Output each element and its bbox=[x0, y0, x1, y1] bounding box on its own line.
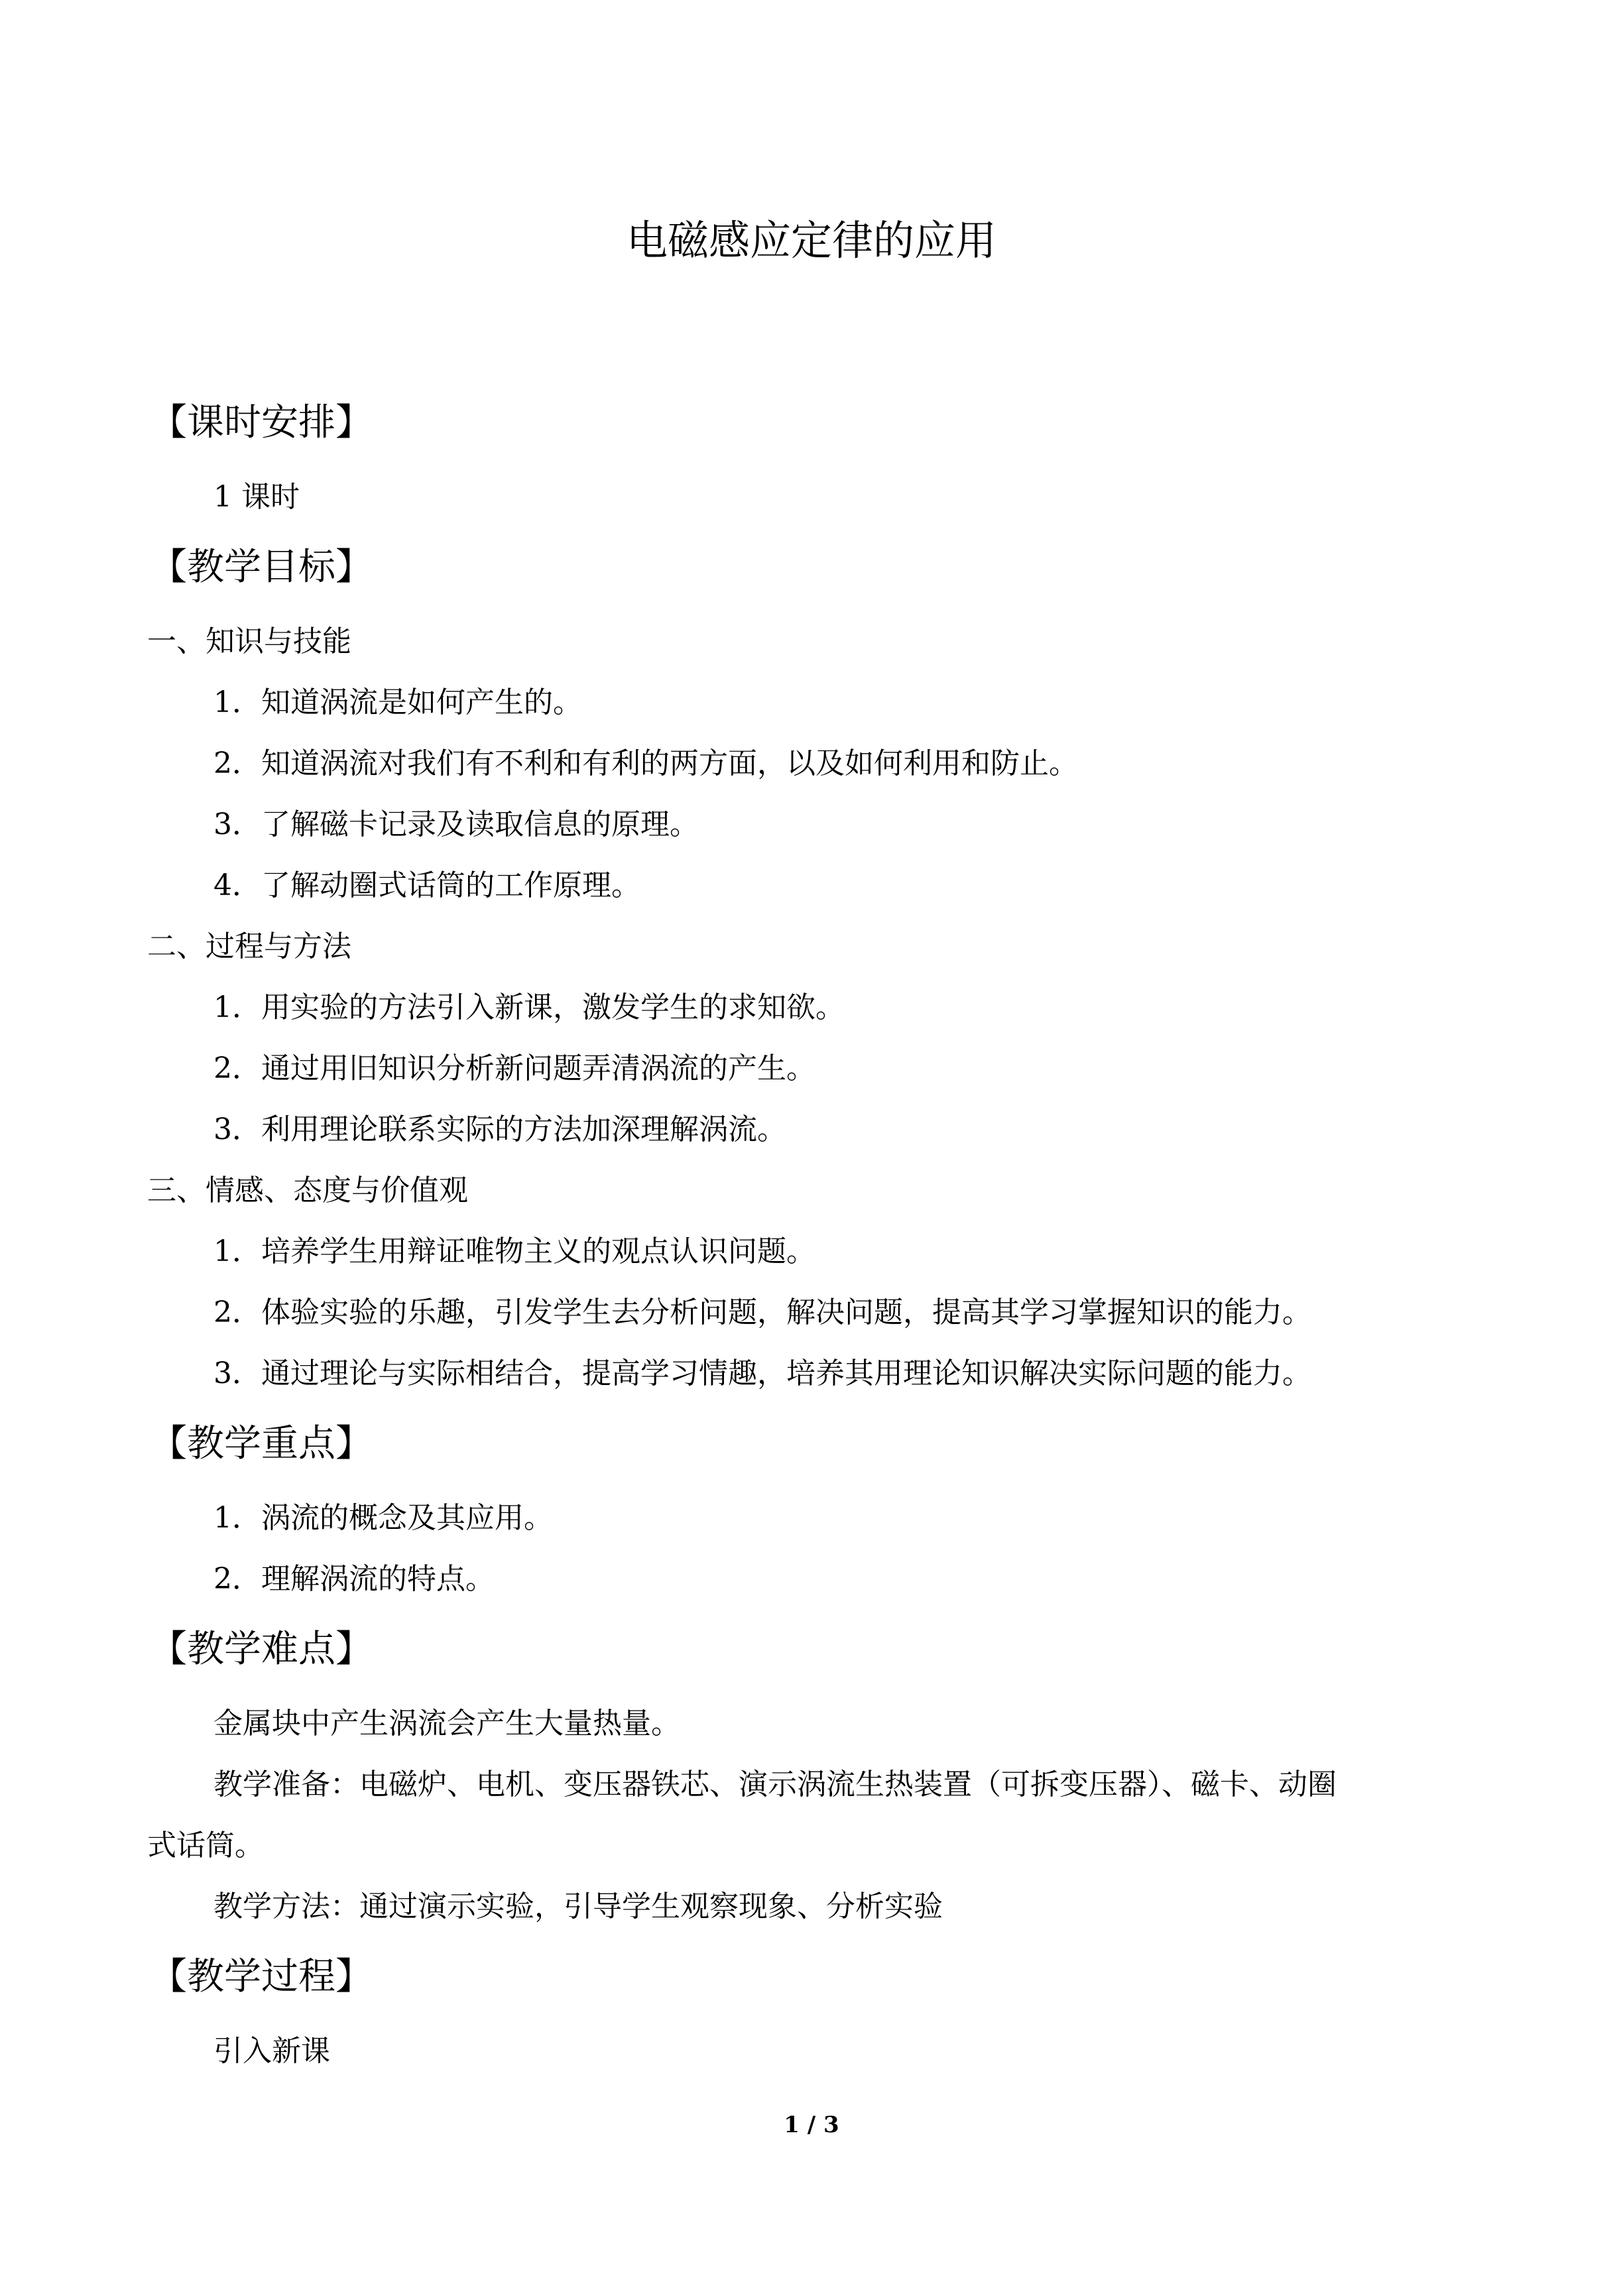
teaching-method-text: 教学方法：通过演示实验，引导学生观察现象、分析实验 bbox=[213, 1890, 943, 1923]
page-number: 1 / 3 bbox=[784, 2112, 839, 2138]
objective-item: 1．用实验的方法引入新课，激发学生的求知欲。 bbox=[213, 991, 845, 1024]
objective-item: 3．了解磁卡记录及读取信息的原理。 bbox=[213, 808, 699, 841]
subheading-emotion-values: 三、情感、态度与价值观 bbox=[147, 1174, 468, 1207]
key-point-item: 2．理解涡流的特点。 bbox=[213, 1562, 495, 1596]
teaching-process-text: 引入新课 bbox=[213, 2034, 330, 2068]
objective-item: 2．知道涡流对我们有不利和有利的两方面，以及如何利用和防止。 bbox=[213, 747, 1078, 780]
objective-item: 1．知道涡流是如何产生的。 bbox=[213, 686, 582, 719]
objective-item: 2．通过用旧知识分析新问题弄清涡流的产生。 bbox=[213, 1052, 815, 1085]
teaching-preparation-continued: 式话筒。 bbox=[147, 1829, 264, 1862]
objective-item: 1．培养学生用辩证唯物主义的观点认识问题。 bbox=[213, 1235, 815, 1268]
objective-item: 4．了解动圈式话筒的工作原理。 bbox=[213, 869, 640, 902]
document-title: 电磁感应定律的应用 bbox=[626, 216, 996, 265]
difficult-point-text: 金属块中产生涡流会产生大量热量。 bbox=[213, 1707, 680, 1740]
heading-teaching-process: 【教学过程】 bbox=[150, 1955, 373, 1998]
key-point-item: 1．涡流的概念及其应用。 bbox=[213, 1501, 553, 1535]
heading-key-points: 【教学重点】 bbox=[150, 1422, 373, 1465]
heading-difficult-points: 【教学难点】 bbox=[150, 1628, 373, 1671]
subheading-process-methods: 二、过程与方法 bbox=[147, 930, 351, 963]
subheading-knowledge-skills: 一、知识与技能 bbox=[147, 625, 351, 658]
heading-lesson-schedule: 【课时安排】 bbox=[150, 401, 373, 444]
objective-item: 2．体验实验的乐趣，引发学生去分析问题，解决问题，提高其学习掌握知识的能力。 bbox=[213, 1296, 1311, 1329]
heading-teaching-objectives: 【教学目标】 bbox=[150, 546, 373, 589]
teaching-preparation-text: 教学准备：电磁炉、电机、变压器铁芯、演示涡流生热装置（可拆变压器）、磁卡、动圈 bbox=[213, 1768, 1337, 1801]
objective-item: 3．利用理论联系实际的方法加深理解涡流。 bbox=[213, 1113, 786, 1146]
lesson-schedule-text: 1 课时 bbox=[213, 480, 300, 514]
document-content bbox=[147, 383, 1480, 2082]
objective-item: 3．通过理论与实际相结合，提高学习情趣，培养其用理论知识解决实际问题的能力。 bbox=[213, 1357, 1311, 1390]
